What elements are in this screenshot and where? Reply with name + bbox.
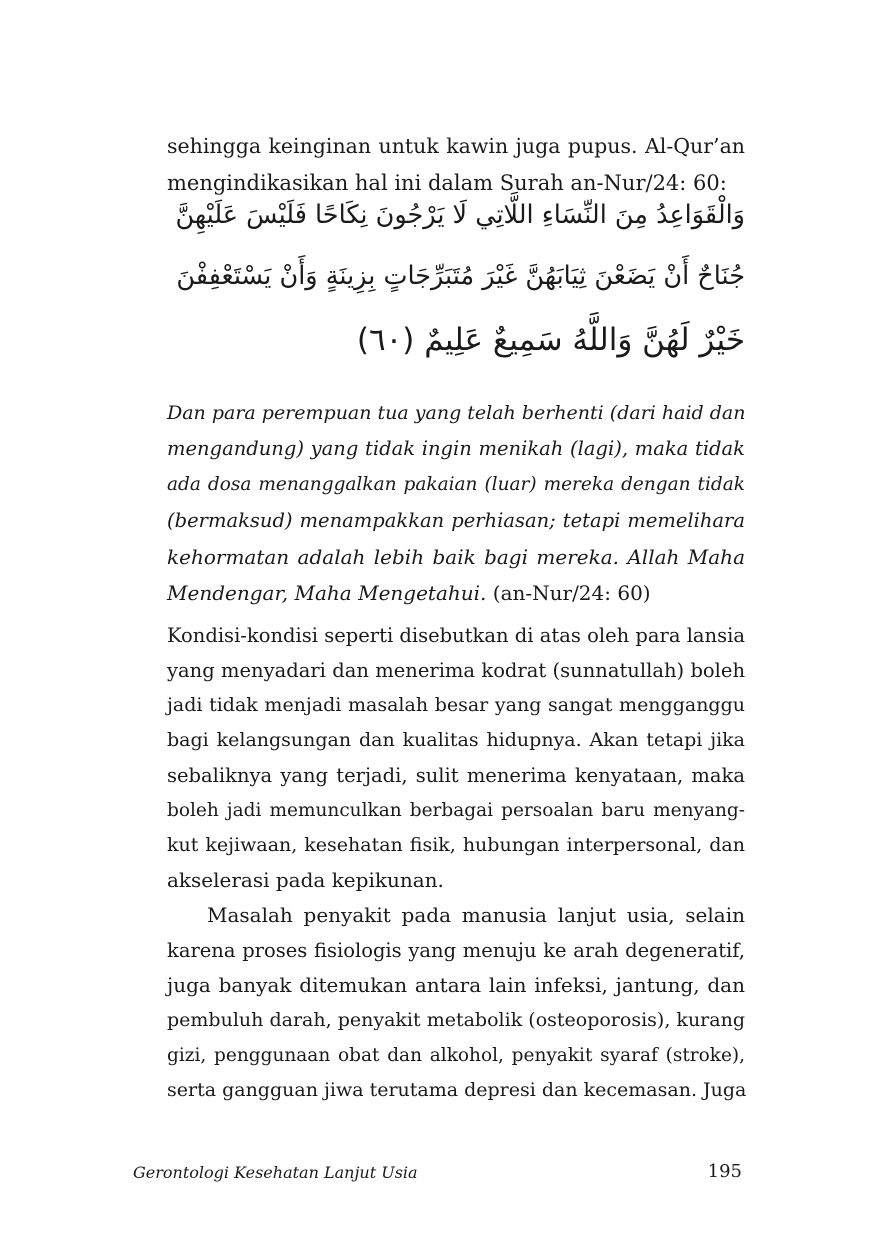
text-line: jadi tidak menjadi masalah besar yang sangat mengganggu [167,694,745,716]
text-line: Masalah penyakit pada manusia lanjut usia, selain [207,903,745,927]
text-line: Kondisi-kondisi seperti disebutkan di atas oleh para lansia [167,624,745,647]
masalah-paragraph [167,898,745,1108]
text-line: juga banyak ditemukan antara lain infeksi, jantung, dan [167,973,745,997]
arabic-verse-line: خَيْرٌ لَهُنَّ وَاللَّهُ سَمِيعٌ عَلِيمٌ (٦٠) [356,322,745,358]
verse-translation [167,395,745,611]
text-line: serta gangguan jiwa terutama depresi dan kecemasan. Juga [167,1079,747,1101]
translation-line: Dan para perempuan tua yang telah berhenti (dari haid dan [167,402,746,424]
intro-paragraph [167,128,745,202]
text-line: mengindikasikan hal ini dalam Surah an-Nur/24: 60: [167,171,727,195]
text-line: sehingga keinginan untuk kawin juga pupus. Al-Qur’an [167,134,745,158]
text-line: pembuluh darah, penyakit metabolik (osteoporosis), kurang [167,1009,745,1031]
translation-text: Mendengar, Maha Mengetahui. [167,581,487,605]
text-line: karena proses fisiologis yang menuju ke arah degeneratif, [167,939,745,962]
translation-line: mengandung) yang tidak ingin menikah (lagi), maka tidak [167,437,745,460]
footer-book-title: Gerontologi Kesehatan Lanjut Usia [133,1163,418,1182]
page-number: 195 [707,1161,742,1182]
text-line: boleh jadi memunculkan berbagai persoalan baru menyang- [167,800,745,821]
text-line: yang menyadari dan menerima kodrat (sunnatullah) boleh [167,659,745,682]
text-line: akselerasi pada kepikunan. [167,868,444,892]
arabic-verse-line: وَالْقَوَاعِدُ مِنَ النِّسَاءِ اللَّاتِي لَا يَرْجُونَ نِكَاحًا فَلَيْسَ عَلَيْهِنَّ [175,200,745,230]
text-line: gizi, penggunaan obat dan alkohol, penyakit syaraf (stroke), [167,1045,745,1066]
verse-reference: (an-Nur/24: 60) [486,581,651,605]
translation-line: kehormatan adalah lebih baik bagi mereka. Allah Maha [167,545,745,569]
arabic-verse-line: جُنَاحٌ أَنْ يَضَعْنَ ثِيَابَهُنَّ غَيْرَ مُتَبَرِّجَاتٍ بِزِينَةٍ وَأَنْ يَسْتَعْفِفْنَ [176,261,745,291]
kondisi-paragraph [167,618,745,898]
text-line: kut kejiwaan, kesehatan fisik, hubungan interpersonal, dan [167,834,745,856]
translation-line: (bermaksud) menampakkan perhiasan; tetapi memelihara [167,509,745,532]
text-line: bagi kelangsungan dan kualitas hidupnya. Akan tetapi jika [167,729,745,751]
text-line: sebaliknya yang terjadi, sulit menerima kenyataan, maka [167,764,745,787]
translation-line [167,575,745,611]
translation-line: ada dosa menanggalkan pakaian (luar) mereka dengan tidak [167,474,745,495]
